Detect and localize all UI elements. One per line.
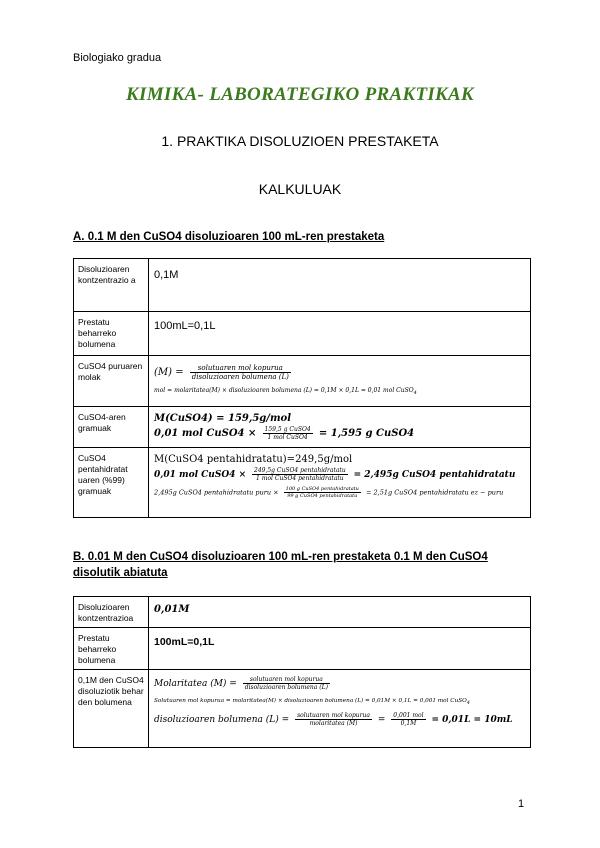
concentration-value: 0,01M xyxy=(149,597,531,628)
subscript: 4 xyxy=(413,390,417,397)
fraction xyxy=(243,676,330,691)
moles-formula xyxy=(149,356,531,407)
calculations-heading: KALKULUAK xyxy=(258,181,342,197)
fraction xyxy=(263,426,313,441)
fraction-numerator: 249,5g CuSO4 pentahidratatu xyxy=(254,467,346,474)
equals-sign: = xyxy=(377,715,386,726)
fraction-denominator: disoluzioaren bolumena (L) xyxy=(191,373,289,381)
table-row xyxy=(74,356,531,407)
table-row xyxy=(74,670,531,748)
fraction xyxy=(284,486,361,499)
formula-part: 0,01 mol CuSO4 × xyxy=(154,428,257,439)
fraction-numerator: solutuaren mol kopurua xyxy=(297,712,370,720)
pentahydrate-result: = 2,495g CuSO4 pentahidratatu xyxy=(353,470,516,480)
dilution-formula xyxy=(149,670,531,748)
formula-part: 0,01 mol CuSO4 × xyxy=(154,470,247,480)
fraction-denominator: 1 mol CuSO4 xyxy=(267,434,308,441)
fraction-numerator: 100 g CuSO4 pentahidratatu xyxy=(285,486,359,492)
row-label: Prestatu beharreko bolumena xyxy=(74,312,149,356)
fraction-denominator: 99 g CuSO4 pentahidratatu xyxy=(287,493,358,499)
fraction-numerator: 159,5 g CuSO4 xyxy=(264,426,311,433)
molar-mass: M(CuSO4) = 159,5g/mol xyxy=(154,413,292,424)
table-row xyxy=(74,407,531,448)
grams-result: = 1,595 g CuSO4 xyxy=(318,428,415,439)
row-label: CuSO4 puruaren molak xyxy=(74,356,149,407)
moles-calculation: mol = molaritatea(M) × disoluzioaren bolumena (L) = 0,1M × 0,1L = 0,01 mol CuSO xyxy=(154,387,414,394)
document-header: Biologiako gradua xyxy=(73,52,162,64)
table-row xyxy=(74,259,531,312)
fraction-denominator: molaritatea (M) xyxy=(309,720,358,728)
page-number: 1 xyxy=(518,798,525,810)
practice-title: 1. PRAKTIKA DISOLUZIOEN PRESTAKETA xyxy=(161,133,439,149)
fraction-denominator: 0,1M xyxy=(400,720,417,728)
volume-value: 100mL=0,1L xyxy=(149,312,531,356)
fraction xyxy=(190,364,291,381)
moles-calculation: Solutuaren mol kopurua = molaritatea(M) × disoluzioaren bolumena (L) = 0,01M × 0,1L = 0,001 mol CuSO xyxy=(154,698,467,704)
formula-part: 2,495g CuSO4 pentahidratatu puru × xyxy=(154,488,279,497)
fraction xyxy=(391,712,425,727)
fraction-numerator: solutuaren mol kopurua xyxy=(243,676,330,684)
table-row xyxy=(74,597,531,628)
fraction-numerator: 0,001 mol xyxy=(393,712,424,720)
volume-value: 100mL=0,1L xyxy=(149,628,531,670)
row-label: 0,1M den CuSO4 disoluziotik behar den bolumena xyxy=(74,670,149,748)
row-label: Disoluzioaren kontzentrazio a xyxy=(74,259,149,312)
pentahydrate-formula xyxy=(149,448,531,518)
fraction-denominator: 1 mol CuSO4 pentahidratatu xyxy=(256,475,344,482)
row-label: Prestatu beharreko bolumena xyxy=(74,628,149,670)
molar-mass: M(CuSO4 pentahidratatu)=249,5g/mol xyxy=(154,454,353,465)
volume-result: = 0,01L = 10mL xyxy=(431,715,513,726)
section-a-table xyxy=(73,258,531,518)
section-b-table xyxy=(73,596,531,748)
section-b-title: B. 0.01 M den CuSO4 disoluzioaren 100 mL-ren prestaketa 0.1 M den CuSO4 disolutik abiatuta xyxy=(73,551,488,579)
table-row xyxy=(74,628,531,670)
row-label: CuSO4-aren gramuak xyxy=(74,407,149,448)
section-a-title: A. 0.1 M den CuSO4 disoluzioaren 100 mL-ren prestaketa xyxy=(73,231,385,243)
row-label: Disoluzioaren kontzentrazioa xyxy=(74,597,149,628)
concentration-value: 0,1M xyxy=(149,259,531,312)
formula-lhs: Molaritatea (M) = xyxy=(154,679,237,689)
page-title: KIMIKA- LABORATEGIKO PRAKTIKAK xyxy=(126,84,474,105)
grams-formula xyxy=(149,407,531,448)
table-row xyxy=(74,448,531,518)
fraction xyxy=(295,712,372,727)
table-row xyxy=(74,312,531,356)
formula-lhs: (M) = xyxy=(154,367,184,378)
fraction-denominator: disoluzioaren bolumena (L) xyxy=(244,684,328,691)
impure-result: = 2,51g CuSO4 pentahidratatu ez − puru xyxy=(365,488,504,497)
subscript: 4 xyxy=(466,701,470,707)
row-label: CuSO4 pentahidratat uaren (%99) gramuak xyxy=(74,448,149,518)
formula-part: disoluzioaren bolumena (L) = xyxy=(154,715,290,726)
fraction xyxy=(252,467,348,482)
fraction-numerator: solutuaren mol kopurua xyxy=(190,364,291,373)
